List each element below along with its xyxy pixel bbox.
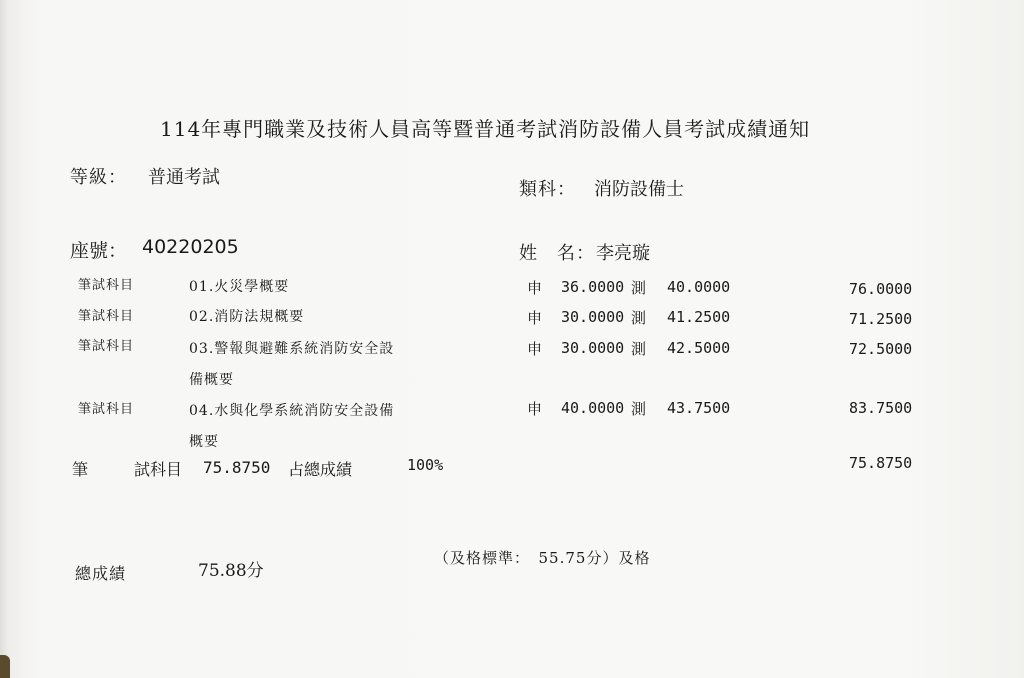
subject-total: 83.7500	[849, 399, 913, 417]
weight-label: 占總成績	[288, 460, 353, 479]
application-mark: 申	[527, 309, 543, 327]
score-part-b: 43.7500	[667, 399, 731, 417]
final-total-label: 總成績	[75, 564, 127, 583]
test-mark: 測	[631, 309, 647, 327]
written-summary-label: 試科目	[134, 460, 183, 479]
test-mark: 測	[631, 400, 647, 418]
seat-number-label: 座號：	[70, 240, 128, 262]
score-part-b: 42.5000	[667, 339, 731, 357]
seat-number-value: 40220205	[142, 236, 239, 258]
subject-type: 筆試科目	[78, 339, 135, 354]
category-label: 類科：	[519, 179, 576, 200]
subject-type: 筆試科目	[78, 278, 135, 293]
category-value: 消防設備士	[594, 179, 684, 200]
application-mark: 申	[527, 400, 543, 418]
subject-name-continued: 概要	[189, 434, 219, 450]
written-total: 75.8750	[849, 454, 913, 472]
level-label: 等級：	[70, 167, 127, 188]
subject-type: 筆試科目	[78, 402, 135, 417]
score-part-a: 30.0000	[561, 308, 625, 326]
written-average: 75.8750	[203, 458, 271, 477]
subject-name-continued: 備概要	[189, 372, 234, 388]
score-part-a: 40.0000	[561, 399, 625, 417]
application-mark: 申	[527, 340, 543, 358]
score-part-a: 30.0000	[561, 339, 625, 357]
subject-total: 71.2500	[849, 310, 913, 328]
application-mark: 申	[527, 279, 543, 297]
score-part-b: 41.2500	[667, 308, 731, 326]
level-value: 普通考試	[148, 167, 220, 188]
corner-mark	[0, 655, 10, 678]
candidate-name-value: 李亮璇	[596, 243, 650, 264]
test-mark: 測	[631, 279, 647, 297]
subject-total: 72.5000	[849, 340, 913, 358]
document-title: 114年專門職業及技術人員高等暨普通考試消防設備人員考試成績通知	[160, 117, 811, 141]
subject-name: 03.警報與避難系統消防安全設	[189, 341, 395, 357]
final-total-value: 75.88分	[198, 561, 264, 581]
page-edge-shadow	[0, 0, 8, 678]
written-summary-char: 筆	[72, 460, 89, 479]
candidate-name-label: 姓 名：	[519, 243, 595, 264]
pass-standard: （及格標準： 55.75分）及格	[434, 549, 651, 567]
weight-percent: 100%	[407, 456, 444, 474]
subject-name: 02.消防法規概要	[189, 309, 305, 325]
subject-type: 筆試科目	[78, 309, 135, 324]
subject-name: 01.火災學概要	[189, 279, 290, 295]
subject-total: 76.0000	[849, 280, 913, 298]
score-part-a: 36.0000	[561, 278, 625, 296]
test-mark: 測	[631, 340, 647, 358]
score-part-b: 40.0000	[667, 278, 731, 296]
subject-name: 04.水與化學系統消防安全設備	[189, 403, 395, 419]
